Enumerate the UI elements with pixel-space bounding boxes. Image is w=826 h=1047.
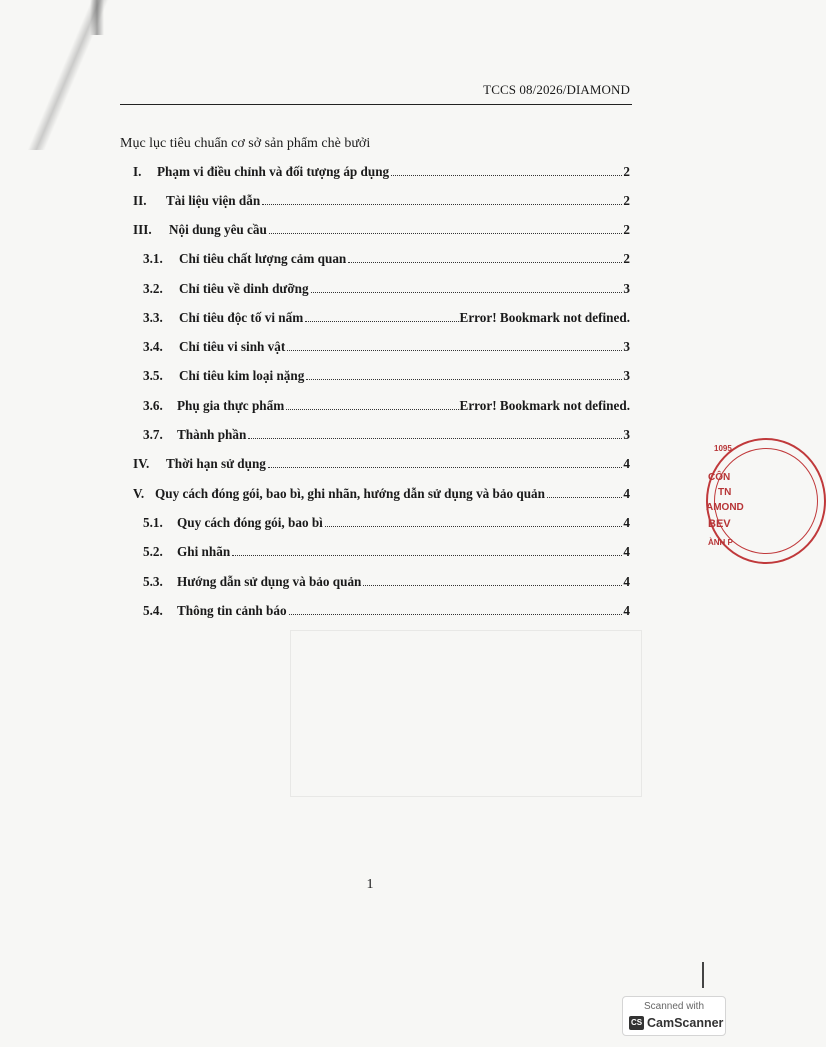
toc-entry-label: Phạm vi điều chỉnh và đối tượng áp dụng bbox=[157, 164, 390, 179]
toc-entry[interactable] bbox=[133, 482, 630, 502]
toc-entry-label: Chỉ tiêu chất lượng cảm quan bbox=[179, 251, 347, 266]
toc-leader-dots bbox=[363, 585, 622, 586]
toc-entry[interactable] bbox=[133, 218, 630, 238]
toc-entry-label: Thành phần bbox=[177, 427, 247, 442]
toc-entry-number: V. bbox=[133, 486, 145, 501]
toc-entry-label: Ghi nhãn bbox=[177, 544, 231, 559]
toc-entry[interactable] bbox=[143, 335, 630, 355]
toc-entry-number: 3.7. bbox=[143, 427, 163, 442]
toc-entry-number: 5.4. bbox=[143, 603, 163, 618]
toc-leader-dots bbox=[262, 204, 622, 205]
bleed-through-box bbox=[290, 630, 642, 797]
toc-entry-page: 3 bbox=[623, 281, 630, 296]
toc-entry[interactable] bbox=[143, 364, 630, 384]
toc-entry-label: Chỉ tiêu độc tố vi nấm bbox=[179, 310, 304, 325]
toc-entry[interactable] bbox=[143, 570, 630, 590]
toc-leader-dots bbox=[268, 467, 623, 468]
toc-entry[interactable] bbox=[133, 160, 630, 180]
toc-entry[interactable] bbox=[143, 394, 630, 414]
toc-title: Mục lục tiêu chuẩn cơ sở sản phẩm chè bưởi bbox=[120, 136, 371, 151]
toc-entry[interactable] bbox=[133, 452, 630, 472]
seal-text: BEV bbox=[708, 518, 731, 530]
toc-entry-label: Quy cách đóng gói, bao bì, ghi nhãn, hướng dẫn sử dụng và bảo quản bbox=[155, 486, 545, 501]
camscanner-logo-icon: CS bbox=[629, 1016, 644, 1030]
toc-entry-number: 3.1. bbox=[143, 251, 163, 266]
toc-entry-number: II. bbox=[133, 193, 147, 208]
toc-entry[interactable] bbox=[143, 540, 630, 560]
toc-entry-number: 3.2. bbox=[143, 281, 163, 296]
toc-entry-number: 3.4. bbox=[143, 339, 163, 354]
document-code: TCCS 08/2026/DIAMOND bbox=[483, 82, 630, 97]
toc-leader-dots bbox=[248, 438, 622, 439]
toc-leader-dots bbox=[391, 175, 622, 176]
seal-text: AMOND bbox=[706, 502, 744, 513]
seal-text: 1095 bbox=[714, 444, 732, 453]
toc-entry[interactable] bbox=[143, 306, 630, 326]
page-number: 1 bbox=[366, 877, 374, 892]
toc-entry-number: 5.2. bbox=[143, 544, 163, 559]
toc-entry[interactable] bbox=[133, 189, 630, 209]
toc-entry-page: Error! Bookmark not defined. bbox=[459, 398, 630, 413]
toc-entry-page: 3 bbox=[623, 427, 630, 442]
toc-entry-page: 3 bbox=[623, 339, 630, 354]
toc-entry[interactable] bbox=[143, 511, 630, 531]
toc-entry-number: 3.3. bbox=[143, 310, 163, 325]
toc-leader-dots bbox=[311, 292, 623, 293]
company-seal bbox=[702, 438, 744, 568]
toc-leader-dots bbox=[348, 262, 622, 263]
toc-entry[interactable] bbox=[143, 423, 630, 443]
toc-entry-page: Error! Bookmark not defined. bbox=[459, 310, 630, 325]
toc-leader-dots bbox=[287, 350, 622, 351]
toc-entry-label: Hướng dẫn sử dụng và bảo quản bbox=[177, 574, 362, 589]
toc-entry-label: Chỉ tiêu vi sinh vật bbox=[179, 339, 286, 354]
toc-entry-page: 4 bbox=[623, 603, 630, 618]
scan-edge-shadow bbox=[90, 0, 104, 35]
seal-text: CÔN bbox=[708, 472, 731, 483]
toc-entry-page: 4 bbox=[623, 486, 630, 501]
toc-entry-page: 4 bbox=[623, 456, 630, 471]
toc-entry-label: Thời hạn sử dụng bbox=[166, 456, 266, 471]
toc-entry-page: 2 bbox=[623, 193, 630, 208]
watermark-brand: CamScanner bbox=[647, 1016, 724, 1030]
toc-leader-dots bbox=[232, 555, 622, 556]
toc-leader-dots bbox=[306, 379, 622, 380]
toc-leader-dots bbox=[547, 497, 622, 498]
toc-entry-label: Quy cách đóng gói, bao bì bbox=[177, 515, 323, 530]
toc-entry[interactable] bbox=[143, 247, 630, 267]
toc-entry-label: Chỉ tiêu kim loại nặng bbox=[179, 368, 305, 383]
toc-leader-dots bbox=[289, 614, 623, 615]
watermark-caption: Scanned with bbox=[643, 1001, 705, 1012]
toc-entry-page: 4 bbox=[623, 544, 630, 559]
toc-entry-page: 2 bbox=[623, 164, 630, 179]
toc-entry-number: 3.6. bbox=[143, 398, 163, 413]
toc-entry-page: 2 bbox=[623, 251, 630, 266]
toc-entry-number: IV. bbox=[133, 456, 150, 471]
toc-entry[interactable] bbox=[143, 277, 630, 297]
toc-entry-number: I. bbox=[133, 164, 142, 179]
toc-leader-dots bbox=[325, 526, 623, 527]
toc-leader-dots bbox=[269, 233, 623, 234]
toc-entry[interactable] bbox=[143, 599, 630, 619]
toc-entry-number: 5.1. bbox=[143, 515, 163, 530]
toc-entry-label: Chỉ tiêu về dinh dưỡng bbox=[179, 281, 309, 296]
camscanner-watermark bbox=[622, 996, 726, 1036]
scan-mark bbox=[702, 962, 704, 988]
toc-entry-label: Nội dung yêu cầu bbox=[169, 222, 267, 237]
seal-text: TN bbox=[718, 487, 732, 498]
toc-entry-number: 5.3. bbox=[143, 574, 163, 589]
toc-entry-label: Phụ gia thực phẩm bbox=[177, 398, 285, 413]
toc-leader-dots bbox=[286, 409, 458, 410]
toc-entry-label: Tài liệu viện dẫn bbox=[166, 193, 261, 208]
toc-entry-label: Thông tin cảnh báo bbox=[177, 603, 287, 618]
header-divider bbox=[120, 104, 632, 105]
seal-text: ÀNH P bbox=[708, 538, 733, 547]
toc-entry-page: 4 bbox=[623, 515, 630, 530]
toc-entry-number: 3.5. bbox=[143, 368, 163, 383]
toc-entry-page: 2 bbox=[623, 222, 630, 237]
toc-entry-page: 3 bbox=[623, 368, 630, 383]
toc-entry-number: III. bbox=[133, 222, 152, 237]
toc-entry-page: 4 bbox=[623, 574, 630, 589]
toc-leader-dots bbox=[305, 321, 458, 322]
